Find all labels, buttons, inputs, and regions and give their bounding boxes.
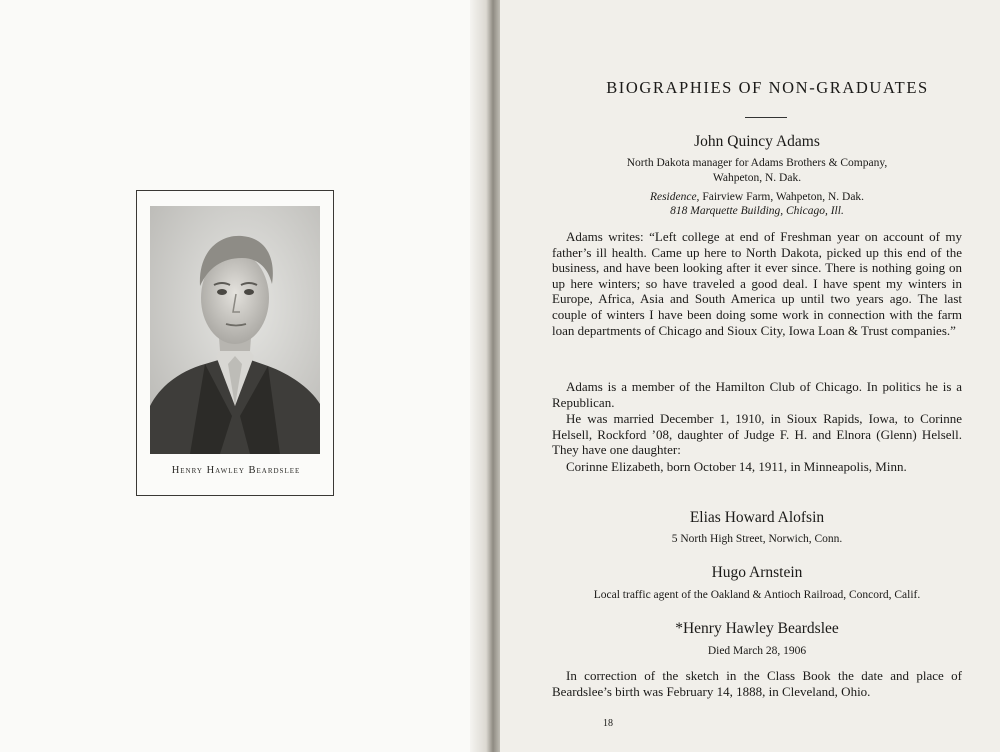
biography-paragraph: Adams is a member of the Hamilton Club of Chicago. In politics he is a Republican. — [552, 379, 962, 410]
biography-paragraph: In correction of the sketch in the Class Book the date and place of Beardslee’s birth was February 14, 1888, in Cleveland, Ohio. — [552, 668, 962, 699]
entry-name: *Henry Hawley Beardslee — [675, 620, 839, 637]
right-page — [500, 0, 1000, 752]
biography-paragraph: He was married December 1, 1910, in Sioux Rapids, Iowa, to Corinne Helsell, Rockford ’08, daughter of Judge F. H. and Elnora (Glenn) Helsell. They have one daughter: — [552, 411, 962, 458]
photo-frame — [136, 190, 334, 496]
entry-name: Elias Howard Alofsin — [689, 509, 825, 526]
page-heading: BIOGRAPHIES OF NON-GRADUATES — [606, 78, 929, 97]
entry-occupation: Local traffic agent of the Oakland & Antioch Railroad, Concord, Calif. — [593, 589, 921, 601]
entry-address: 5 North High Street, Norwich, Conn. — [671, 533, 843, 545]
entry-name: John Quincy Adams — [694, 133, 820, 150]
entry-occupation-location: Wahpeton, N. Dak. — [712, 172, 802, 184]
entry-residence — [552, 191, 962, 203]
portrait-photo — [150, 206, 320, 454]
biography-paragraph: Adams writes: “Left college at end of Freshman year on account of my father’s ill health. Came up here to North Dakota, picked up this end of the business, and have been looking after it ever since. There is nothing going on up here winters; so have traveled a good deal. I have spent my winters in Europe, Africa, Asia and South America up until two years ago. The last couple of winters I have been doing some work in connection with the farm loan departments of Chicago and Sioux City, Iowa Loan & Trust companies.” — [552, 229, 962, 338]
entry-death-date: Died March 28, 1906 — [707, 645, 807, 657]
biography-paragraph: Corinne Elizabeth, born October 14, 1911, in Minneapolis, Minn. — [566, 459, 907, 474]
heading-rule — [745, 117, 787, 118]
photo-caption: Henry Hawley Beardslee — [171, 465, 301, 476]
entry-business-address: 818 Marquette Building, Chicago, Ill. — [670, 205, 844, 217]
entry-occupation: North Dakota manager for Adams Brothers & Company, — [626, 157, 888, 169]
entry-name: Hugo Arnstein — [711, 564, 803, 581]
left-page — [0, 0, 486, 752]
page-number: 18 — [603, 718, 613, 729]
residence-value: Fairview Farm, Wahpeton, N. Dak. — [699, 191, 865, 203]
residence-label: Residence, — [649, 191, 700, 203]
